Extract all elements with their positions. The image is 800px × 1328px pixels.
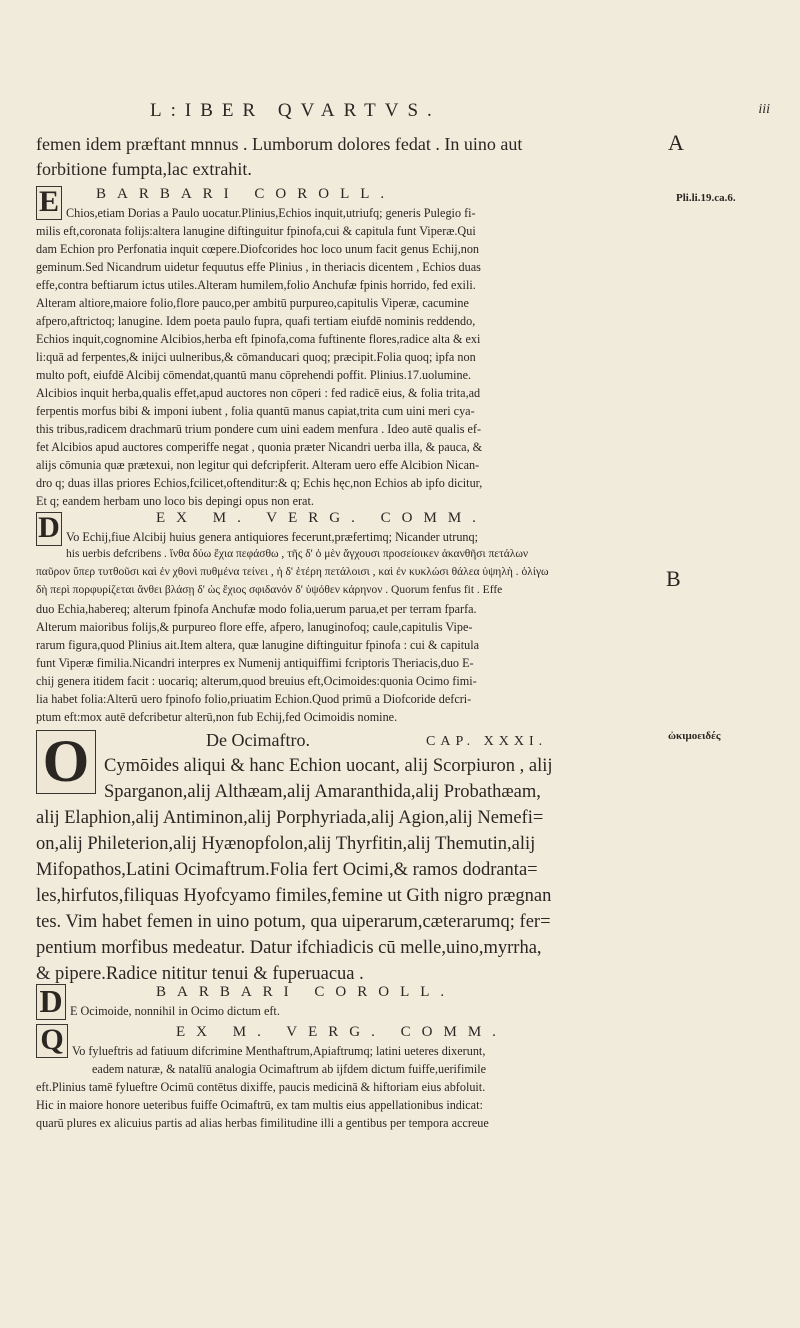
text-line: Vo Echij,fiue Alcibij huius genera antiquiores fecerunt,præfertimq; Nicander utrunq; — [66, 530, 478, 544]
text-line: his uerbis defcribens . ἴνθα δύω ἔχια πεφάσθω , τῆς δ' ὁ μὲν ἄγχουσι προσείοικεν ἀκανθῆσι πετάλων — [66, 548, 529, 560]
text-line: milis eft,coronata folijs:altera lanugine diftinguitur fpinofa,cui & capitula funt Viperæ.Qui — [36, 224, 476, 238]
section-heading: BARBARI COROLL. — [96, 186, 396, 202]
text-line: pentium morfibus medeatur. Datur ifchiadicis cū melle,uino,myrrha, — [36, 938, 542, 958]
text-line: Sparganon,alij Althæam,alij Amaranthida,alij Probathæam, — [104, 782, 541, 802]
initial-letter: D — [36, 984, 66, 1020]
text-line: this tribus,radicem drachmarū trium pondere cum uini eadem menfura . Ideo autē qualis ef- — [36, 422, 482, 436]
text-line: δὴ περὶ πορφυρίζεται ἄνθει βλάσῃ δ' ὡς ἔχιος σφιδανόν δ' ὑψόθεν κάρηνον . Quorum fenfus fit . Effe — [36, 584, 503, 596]
text-line: alijs cōmunia quæ prætexui, non legitur qui defcripferit. Alteram uero effe Alcibion Nican- — [36, 458, 480, 472]
text-line: Cymōides aliqui & hanc Echion uocant, alij Scorpiuron , alij — [104, 756, 553, 776]
text-line: & pipere.Radice nititur tenui & fuperuacua . — [36, 964, 364, 984]
barbari-section-2 — [36, 984, 656, 1024]
text-line: dro q; duas illas priores Echios,fcilicet,oftenditur:& q; Echis hęc,non Echios ab ipfo dicitur, — [36, 476, 483, 490]
text-line: Vo fylueftris ad fatiuum difcrimine Menthaftrum,Apiaftrumq; latini ueteres dixerunt, — [72, 1044, 486, 1058]
chapter-number: CAP. XXXI. — [426, 734, 548, 749]
text-line: Alterum maioribus folijs,& purpureo flore effe, afpero, lanuginofoq; caule,capitulis Vipe- — [36, 620, 473, 634]
text-line: duo Echia,habereq; alterum fpinofa Anchufæ modo folia,uerum parua,et per terram fparfa. — [36, 602, 477, 616]
text-line: Et q; eandem herbam uno loco bis depingi opus non erat. — [36, 494, 314, 508]
text-line: tes. Vim habet femen in uino potum, qua uiperarum,cæterarumq; fer= — [36, 912, 551, 932]
initial-letter: Q — [36, 1024, 68, 1058]
text-line: multo poft, eiufdē Alcibij cōmendat,quantū manu cōprehendi poffit. Plinius.17.uolumine. — [36, 368, 472, 382]
text-line: ptum eft:mox autē defcribetur alterū,non fub Echij,fed Ocimoidis nomine. — [36, 710, 398, 724]
initial-letter: O — [36, 730, 96, 794]
margin-greek-reference: ὠκιμοειδές — [668, 730, 721, 742]
text-line: on,alij Phileterion,alij Hyænopfolon,alij Thyrfitin,alij Themutin,alij — [36, 834, 536, 854]
text-line: geminum.Sed Nicandrum uidetur fequutus effe Plinius , in theriacis dicentem , Echios duas — [36, 260, 481, 274]
text-line: Alcibios inquit herba,qualis effet,apud auctores non cōperi : fed radicē eius, & folia trita,ad — [36, 386, 481, 400]
margin-pliny-reference: Pli.li.19.ca.6. — [676, 192, 736, 204]
text-line: chij genera itidem facit : uocariq; alterum,quod breuius eft,Ocimoides:quonia Ocimo fimi- — [36, 674, 477, 688]
text-line: li:quā ad ferpentes,& inijci uulneribus,& cōmanducari quoq; præcipit.Folia quoq; ipfa non — [36, 350, 476, 364]
running-title: L:IBER QVARTVS. — [150, 100, 441, 121]
text-line: femen idem præftant mnnus . Lumborum dolores fedat . In uino aut — [36, 134, 523, 154]
section-heading: BARBARI COROLL. — [156, 984, 456, 1000]
text-line: ferpentis morfus bibi & imponi iubent , folia quantū manus capiat,trita cum uini meri cya- — [36, 404, 475, 418]
text-line: παῦρον ὕπερ τυτθοῦσι καὶ ἐν χθονὶ πυθμένα τείνει , ἡ δ' ἑτέρη πετάλοισι , καὶ ἐν κυκλώσι θάλεα ὑψηλὴ . ὀλίγω — [36, 566, 549, 578]
barbari-section-1 — [36, 186, 656, 506]
text-line: rarum figura,quod Plinius ait.Item altera, quæ lanugine diftinguitur fpinofa : cui & capitula — [36, 638, 480, 652]
text-line: Echios inquit,cognomine Alcibios,herba eft fpinofa,coma fuftinente flores,radice alta & exi — [36, 332, 481, 346]
text-line: Hic in maiore honore ueteribus fuiffe Ocimaftrū, ex tam multis eius appellationibus indicat: — [36, 1098, 483, 1112]
section-heading: EX M. VERG. COMM. — [156, 510, 487, 526]
text-line: effe,contra beftiarum ictus utiles.Alteram humilem,folio Anchufæ fpinis horrido, fed exili. — [36, 278, 476, 292]
text-line: fet Alcibios apud auctores comperiffe negat , quonia præter Nicandri uerba illa, & pauca, & — [36, 440, 483, 454]
text-line: funt Viperæ fimilia.Nicandri interpres ex Numenij antiquiffimi fcriptoris Theriacis,duo E- — [36, 656, 474, 670]
text-line: E Ocimoide, nonnihil in Ocimo dictum eft. — [70, 1004, 280, 1018]
initial-letter: E — [36, 186, 62, 220]
initial-letter: D — [36, 512, 62, 546]
text-line: afpero,aftrictoq; lanugine. Idem poeta paulo fupra, quafi tertiam eiufdē nominis reddendo, — [36, 314, 476, 328]
margin-letter-a: A — [668, 130, 684, 155]
vergil-section-1 — [36, 510, 656, 724]
text-line: quarū plures ex alicuius partis ad alias herbas fimilitudine illi a gentibus per tempora accreue — [36, 1116, 489, 1130]
text-line: forbitione fumpta,lac extrahit. — [36, 159, 252, 179]
chapter-title: De Ocimaftro. — [206, 730, 310, 750]
folio-number: iii — [758, 102, 770, 117]
text-line: eadem naturæ, & natalīū analogia Ocimaftrum ab ijfdem dictum fuiffe,uerifimile — [92, 1062, 487, 1076]
chapter-section — [36, 728, 666, 984]
text-line: eft.Plinius tamē fylueftre Ocimū contētus dixiffe, paucis medicinā & hiftoriam eius abfoluit. — [36, 1080, 486, 1094]
section-heading: EX M. VERG. COMM. — [176, 1024, 507, 1040]
text-line: Chios,etiam Dorias a Paulo uocatur.Plinius,Echios inquit,utriufq; generis Pulegio fi- — [66, 206, 476, 220]
text-line: dam Echion pro Perfonatia inquit cœpere.Diofcorides hoc loco unum facit genus Echij,non — [36, 242, 480, 256]
text-line: Mifopathos,Latini Ocimaftrum.Folia fert Ocimi,& ramos dodranta= — [36, 860, 538, 880]
text-line: les,hirfutos,filiquas Hyofcyamo fimiles,femine ut Gith nigro prægnan — [36, 886, 552, 906]
running-head — [150, 100, 770, 124]
text-line: alij Elaphion,alij Antiminon,alij Porphyriada,alij Agion,alij Nemefi= — [36, 808, 544, 828]
margin-letter-b: B — [666, 566, 681, 591]
vergil-section-2 — [36, 1024, 656, 1134]
text-line: Alteram altiore,maiore folio,flore pauco,per ambitū purpureo,capitulis Viperæ, cacumine — [36, 296, 469, 310]
text-line: lia habet folia:Alterū uero fpinofo folio,priuatim Echion.Quod primū a Diofcoride defcri- — [36, 692, 472, 706]
